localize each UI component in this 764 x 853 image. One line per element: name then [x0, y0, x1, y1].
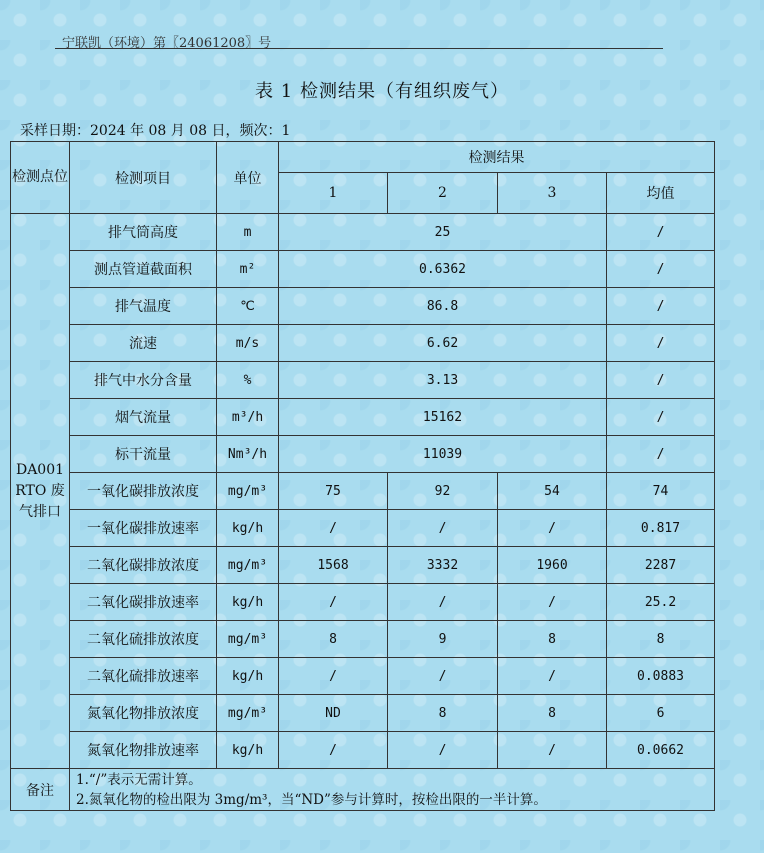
note-1: 1.“/”表示无需计算。 [76, 771, 202, 788]
average-cell: / [607, 325, 715, 362]
results-table [10, 141, 715, 811]
run-3-cell: / [498, 510, 607, 547]
average-cell: / [607, 436, 715, 473]
average-cell: 0.0662 [607, 732, 715, 769]
table-row [11, 584, 715, 621]
table-row [11, 621, 715, 658]
notes-cell [70, 769, 715, 811]
item-cell: 氮氧化物排放浓度 [70, 695, 217, 732]
unit-cell: m³/h [217, 399, 279, 436]
run-2-cell: 3332 [388, 547, 498, 584]
average-cell: 0.0883 [607, 658, 715, 695]
run-1-cell: / [279, 510, 388, 547]
table-row [11, 251, 715, 288]
header-point: 检测点位 [11, 142, 70, 214]
value-cell: 0.6362 [279, 251, 607, 288]
run-1-cell: 1568 [279, 547, 388, 584]
unit-cell: m [217, 214, 279, 251]
item-cell: 二氧化碳排放速率 [70, 584, 217, 621]
value-cell: 86.8 [279, 288, 607, 325]
average-cell: 0.817 [607, 510, 715, 547]
value-cell: 6.62 [279, 325, 607, 362]
note-2: 2.氮氧化物的检出限为 3mg/m³，当“ND”参与计算时，按检出限的一半计算。 [76, 791, 547, 808]
unit-cell: m² [217, 251, 279, 288]
run-2-cell: 8 [388, 695, 498, 732]
average-cell: 2287 [607, 547, 715, 584]
table-row [11, 288, 715, 325]
header-rule [55, 48, 663, 49]
header-result: 检测结果 [279, 142, 715, 173]
value-cell: 11039 [279, 436, 607, 473]
notes-row [11, 769, 715, 811]
unit-cell: kg/h [217, 658, 279, 695]
item-cell: 排气中水分含量 [70, 362, 217, 399]
average-cell: / [607, 214, 715, 251]
header-average: 均值 [607, 173, 715, 214]
header-unit: 单位 [217, 142, 279, 214]
sampling-info: 采样日期：2024 年 08 月 08 日，频次：1 [20, 123, 291, 139]
run-1-cell: / [279, 584, 388, 621]
report-number: 宁联凯（环境）第〖24061208〗号 [62, 36, 272, 51]
run-3-cell: 54 [498, 473, 607, 510]
run-2-cell: 92 [388, 473, 498, 510]
table-row [11, 362, 715, 399]
run-3-cell: 1960 [498, 547, 607, 584]
item-cell: 二氧化碳排放浓度 [70, 547, 217, 584]
run-2-cell: 9 [388, 621, 498, 658]
run-3-cell: / [498, 658, 607, 695]
item-cell: 氮氧化物排放速率 [70, 732, 217, 769]
average-cell: 25.2 [607, 584, 715, 621]
average-cell: 8 [607, 621, 715, 658]
item-cell: 标干流量 [70, 436, 217, 473]
table-row [11, 658, 715, 695]
item-cell: 烟气流量 [70, 399, 217, 436]
item-cell: 二氧化硫排放速率 [70, 658, 217, 695]
header-run-3: 3 [498, 173, 607, 214]
run-1-cell: ND [279, 695, 388, 732]
table-row [11, 214, 715, 251]
item-cell: 一氧化碳排放速率 [70, 510, 217, 547]
run-3-cell: 8 [498, 621, 607, 658]
average-cell: 74 [607, 473, 715, 510]
run-3-cell: / [498, 732, 607, 769]
item-cell: 排气筒高度 [70, 214, 217, 251]
run-1-cell: 8 [279, 621, 388, 658]
header-item: 检测项目 [70, 142, 217, 214]
run-1-cell: / [279, 658, 388, 695]
average-cell: 6 [607, 695, 715, 732]
header-run-2: 2 [388, 173, 498, 214]
table-title: 表 1 检测结果（有组织废气） [255, 81, 509, 102]
average-cell: / [607, 399, 715, 436]
average-cell: / [607, 362, 715, 399]
item-cell: 流速 [70, 325, 217, 362]
unit-cell: kg/h [217, 584, 279, 621]
table-row [11, 473, 715, 510]
run-2-cell: / [388, 584, 498, 621]
unit-cell: % [217, 362, 279, 399]
run-1-cell: / [279, 732, 388, 769]
run-1-cell: 75 [279, 473, 388, 510]
run-2-cell: / [388, 510, 498, 547]
item-cell: 测点管道截面积 [70, 251, 217, 288]
table-row [11, 399, 715, 436]
header-run-1: 1 [279, 173, 388, 214]
average-cell: / [607, 251, 715, 288]
monitoring-point: DA001 RTO 废气排口 [11, 214, 70, 769]
unit-cell: mg/m³ [217, 547, 279, 584]
table-row [11, 436, 715, 473]
unit-cell: mg/m³ [217, 621, 279, 658]
average-cell: / [607, 288, 715, 325]
unit-cell: kg/h [217, 510, 279, 547]
value-cell: 25 [279, 214, 607, 251]
unit-cell: mg/m³ [217, 473, 279, 510]
unit-cell: ℃ [217, 288, 279, 325]
run-3-cell: / [498, 584, 607, 621]
table-row [11, 732, 715, 769]
value-cell: 15162 [279, 399, 607, 436]
item-cell: 排气温度 [70, 288, 217, 325]
run-2-cell: / [388, 658, 498, 695]
unit-cell: Nm³/h [217, 436, 279, 473]
table-row [11, 547, 715, 584]
table-row [11, 510, 715, 547]
unit-cell: kg/h [217, 732, 279, 769]
value-cell: 3.13 [279, 362, 607, 399]
table-row [11, 325, 715, 362]
run-2-cell: / [388, 732, 498, 769]
run-3-cell: 8 [498, 695, 607, 732]
unit-cell: mg/m³ [217, 695, 279, 732]
table-row [11, 695, 715, 732]
notes-label: 备注 [11, 769, 70, 811]
item-cell: 一氧化碳排放浓度 [70, 473, 217, 510]
unit-cell: m/s [217, 325, 279, 362]
item-cell: 二氧化硫排放浓度 [70, 621, 217, 658]
